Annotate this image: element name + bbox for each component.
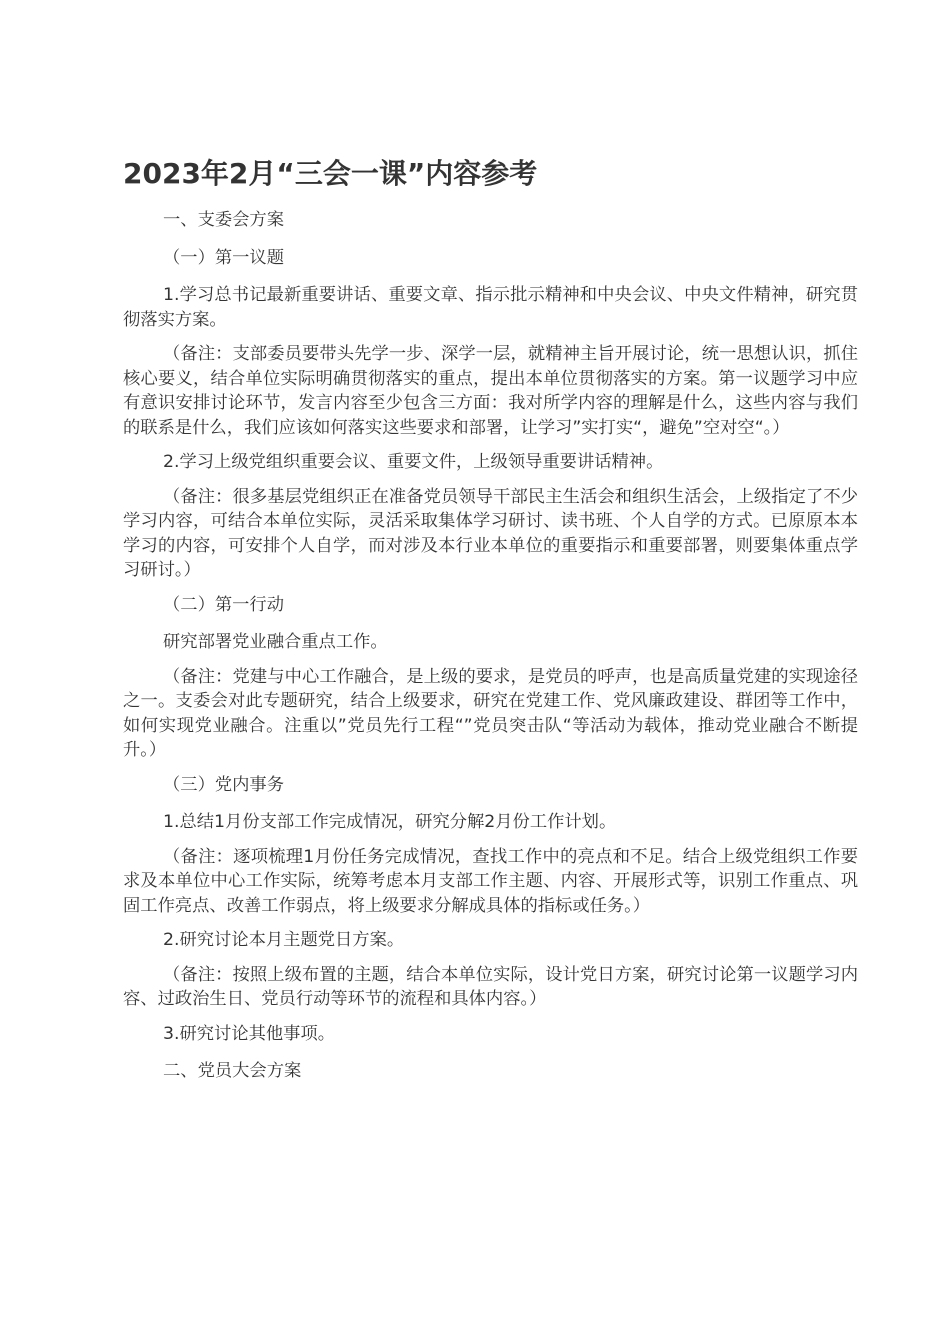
document-body xyxy=(123,208,858,1097)
paragraph-item-6: 3.研究讨论其他事项。 xyxy=(163,1023,336,1044)
paragraph-note-1: （备注：支部委员要带头先学一步、深学一层，就精神主旨开展讨论，统一思想认识，抓住核心要义，结合单位实际明确贯彻落实的重点，提出本单位贯彻落实的方案。第一议题学习中应有意识安排讨论环节，发言内容至少包含三方面：我对所学内容的理解是什么，这些内容与我们的联系是什么，我们应该如何落实这些要求和部署，让学习”实打实“，避免”空对空“。） xyxy=(123,344,858,438)
paragraph-note-4: （备注：逐项梳理1月份任务完成情况，查找工作中的亮点和不足。结合上级党组织工作要求及本单位中心工作实际，统筹考虑本月支部工作主题、内容、开展形式等，识别工作重点、巩固工作亮点、改善工作弱点，将上级要求分解成具体的指标或任务。） xyxy=(123,846,858,916)
subsection-heading-2: （二）第一行动 xyxy=(163,594,284,615)
paragraph-note-5: （备注：按照上级布置的主题，结合本单位实际，设计党日方案，研究讨论第一议题学习内容、过政治生日、党员行动等环节的流程和具体内容。） xyxy=(123,964,858,1009)
paragraph-note-3: （备注：党建与中心工作融合，是上级的要求，是党员的呼声，也是高质量党建的实现途径之一。支委会对此专题研究，结合上级要求，研究在党建工作、党风廉政建设、群团等工作中，如何实现党业融合。注重以”党员先行工程“”党员突击队“等活动为载体，推动党业融合不断提升。） xyxy=(123,666,858,760)
paragraph-item-5: 2.研究讨论本月主题党日方案。 xyxy=(163,930,405,950)
paragraph-item-2: 2.学习上级党组织重要会议、重要文件，上级领导重要讲话精神。 xyxy=(163,452,664,472)
subsection-heading-1: （一）第一议题 xyxy=(163,247,284,268)
section-heading-1: 一、支委会方案 xyxy=(163,210,284,230)
paragraph-item-4: 1.总结1月份支部工作完成情况，研究分解2月份工作计划。 xyxy=(163,812,617,832)
paragraph-item-3: 研究部署党业融合重点工作。 xyxy=(163,632,388,652)
section-heading-2: 二、党员大会方案 xyxy=(163,1061,302,1081)
document-title: 2023年2月“三会一课”内容参考 xyxy=(123,157,538,190)
paragraph-note-2: （备注：很多基层党组织正在准备党员领导干部民主生活会和组织生活会，上级指定了不少学习内容，可结合本单位实际，灵活采取集体学习研讨、读书班、个人自学的方式。已原原本本学习的内容，可安排个人自学，而对涉及本行业本单位的重要指示和重要部署，则要集体重点学习研讨。） xyxy=(123,486,858,580)
subsection-heading-3: （三）党内事务 xyxy=(163,774,284,795)
paragraph-item-1: 1.学习总书记最新重要讲话、重要文章、指示批示精神和中央会议、中央文件精神，研究贯彻落实方案。 xyxy=(123,285,858,330)
